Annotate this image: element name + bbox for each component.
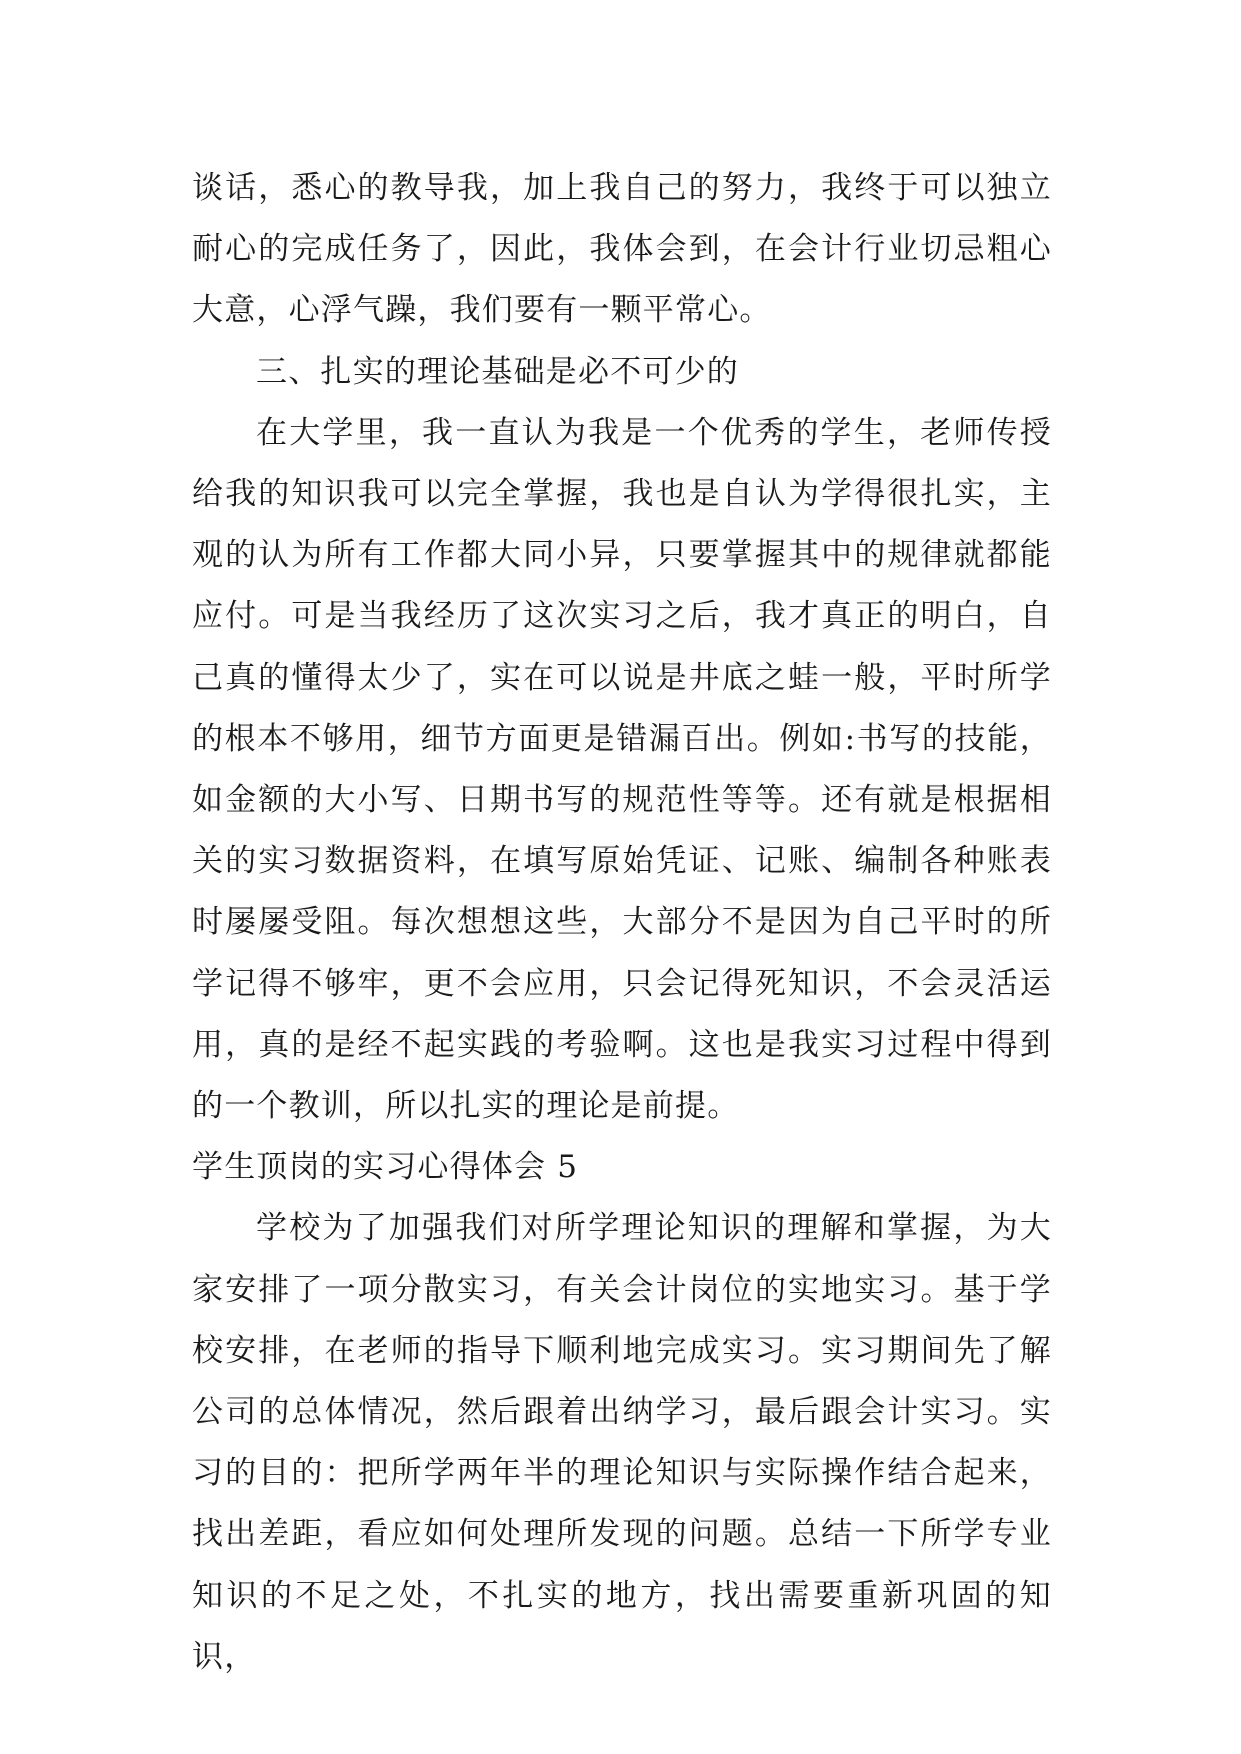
section-heading: 三、扎实的理论基础是必不可少的: [256, 353, 739, 390]
paragraph-school: 学校为了加强我们对所学理论知识的理解和掌握，为大家安排了一项分散实习，有关会计岗位的实地实习。基于学校安排，在老师的指导下顺利地完成实习。实习期间先了解公司的总体情况，然后跟着出纳学习，最后跟会计实习。实习的目的：把所学两年半的理论知识与实际操作结合起来，找出差距，看应如何处理所发现的问题。总结一下所学专业知识的不足之处，不扎实的地方，找出需要重新巩固的知识，: [192, 1210, 1052, 1675]
paragraph-theory: 在大学里，我一直认为我是一个优秀的学生，老师传授给我的知识我可以完全掌握，我也是自认为学得很扎实，主观的认为所有工作都大同小异，只要掌握其中的规律就都能应付。可是当我经历了这次实习之后，我才真正的明白，自己真的懂得太少了，实在可以说是井底之蛙一般，平时所学的根本不够用，细节方面更是错漏百出。例如:书写的技能，如金额的大小写、日期书写的规范性等等。还有就是根据相关的实习数据资料，在填写原始凭证、记账、编制各种账表时屡屡受阻。每次想想这些，大部分不是因为自己平时的所学记得不够牢，更不会应用，只会记得死知识，不会灵活运用，真的是经不起实践的考验啊。这也是我实习过程中得到的一个教训，所以扎实的理论是前提。: [192, 414, 1052, 1125]
article-title: 学生顶岗的实习心得体会 5: [192, 1149, 579, 1186]
paragraph-continued: 谈话，悉心的教导我，加上我自己的努力，我终于可以独立耐心的完成任务了，因此，我体会到，在会计行业切忌粗心大意，心浮气躁，我们要有一颗平常心。: [192, 170, 1052, 329]
document-body: [192, 158, 1052, 1688]
